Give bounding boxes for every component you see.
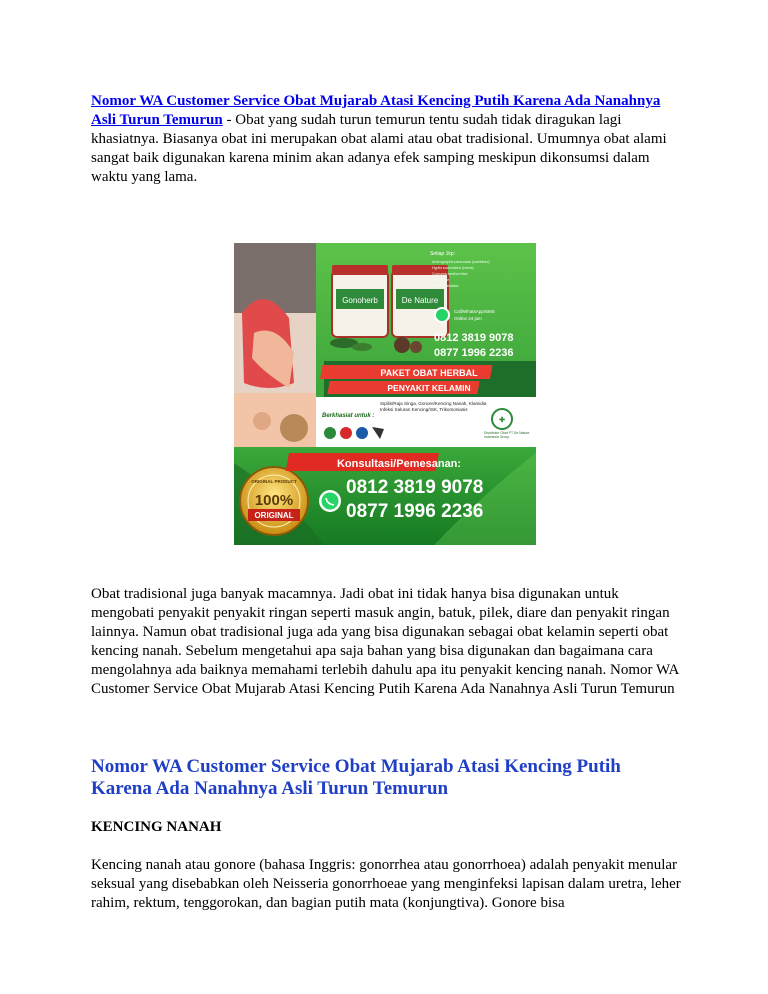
package-line-2: PENYAKIT KELAMIN <box>387 383 471 393</box>
intro-paragraph <box>91 92 681 187</box>
contact-hours: Online 24 jam <box>454 316 482 321</box>
ingredient-2: Hyptis suaveolens (herba) <box>432 266 474 270</box>
distributor-text: Distributor Obat PT De Nature Indonesia Group <box>484 431 530 439</box>
svg-text:✚: ✚ <box>499 417 505 424</box>
document-page <box>91 92 681 913</box>
ingredient-1: Andrographis paniculata (sambiloto) <box>432 260 490 264</box>
consult-phone-1: 0812 3819 9078 <box>346 477 484 498</box>
banner-artwork <box>234 243 536 545</box>
benefit-text: Sipilis/Raja Singa, Gonore/Kencing Nanah, Klamidia Infeksi Saluran Kencing/ISK, Trikomoniasis <box>380 401 487 412</box>
benefit-label: Berkhasiat untuk : <box>322 413 375 419</box>
product-banner <box>234 243 536 545</box>
ingredients-title: Setiap 1kp: <box>430 251 456 257</box>
paragraph-gonorrhea-definition: Kencing nanah atau gonore (bahasa Inggris: gonorrhea atau gonorrhoea) adalah penyakit menular seksual yang disebabkan oleh Neisseria gonorrhoeae yang menginfeksi lapisan dalam uretra, leher rahim, rektum, tenggorokan, dan bagian putih mata (konjungtiva). Gonore bisa <box>91 857 681 911</box>
subheading-kencing-nanah: KENCING NANAH <box>91 819 222 835</box>
package-line-1: PAKET OBAT HERBAL <box>380 368 478 378</box>
product-banner-image <box>234 243 536 545</box>
jar-2-label: De Nature <box>401 296 439 305</box>
banner-phone-2: 0877 1996 2236 <box>434 347 514 359</box>
jar-1-label: Gonoherb <box>342 296 378 305</box>
intro-body-text: - Obat yang sudah turun temurun tentu sudah tidak diragukan lagi khasiatnya. Biasanya obat ini merupakan obat alami atau obat tradisional. Umumnya obat alami sangat baik digunakan karena minim akan adanya efek samping meskipun dikonsumsi dalam waktu yang lama. <box>91 112 667 185</box>
ingredient-4: Piper betle <box>432 278 450 282</box>
banner-phone-1: 0812 3819 9078 <box>434 332 514 344</box>
ingredient-5: Centella asiatica <box>432 284 459 288</box>
consult-label: Konsultasi/Pemesanan: <box>336 458 462 470</box>
seal-percent: 100% <box>254 492 294 509</box>
ingredient-3: Curcuma xanthorrhiza <box>432 272 468 276</box>
intro-title-link[interactable]: Nomor WA Customer Service Obat Mujarab Atasi Kencing Putih Karena Ada Nanahnya Asli Turun Temurun <box>91 93 661 128</box>
seal-top: ORIGINAL PRODUCT <box>251 479 297 484</box>
seal-bottom: ORIGINAL <box>254 511 294 520</box>
consult-phone-2: 0877 1996 2236 <box>346 501 484 522</box>
paragraph-traditional-medicine: Obat tradisional juga banyak macamnya. Jadi obat ini tidak hanya bisa digunakan untuk mengobati penyakit penyakit ringan seperti masuk angin, batuk, pilek, diare dan penyakit ringan lainnya. Namun obat tradisional juga ada yang bisa digunakan sebagai obat kelamin seperti obat kencing nanah. Sebelum mengetahui apa saja bahan yang bisa digunakan dan bagaimana cara mengolahnya ada baiknya memahami terlebih dahulu apa itu penyakit kencing nanah. Nomor WA Customer Service Obat Mujarab Atasi Kencing Putih Karena Ada Nanahnya Asli Turun Temurun <box>91 586 679 697</box>
contact-label: Call/WhatsApp/SMS <box>454 309 495 314</box>
section-heading: Nomor WA Customer Service Obat Mujarab Atasi Kencing Putih Karena Ada Nanahnya Asli Turun Temurun <box>91 756 621 799</box>
